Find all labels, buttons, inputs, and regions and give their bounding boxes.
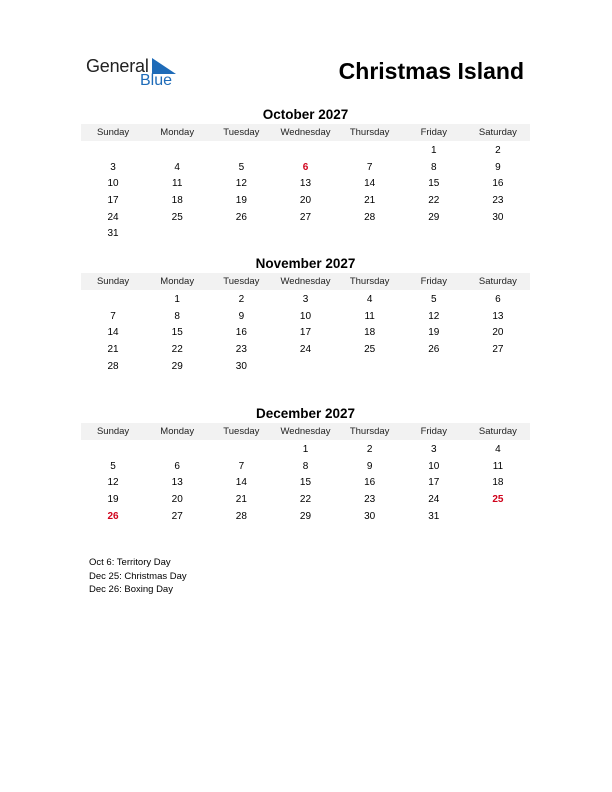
- day-cell: 27: [171, 510, 183, 522]
- day-cell: 4: [174, 161, 180, 173]
- day-cell: 21: [107, 344, 119, 356]
- day-cell: 1: [430, 145, 437, 156]
- month-title: November 2027: [255, 256, 356, 271]
- day-cell: 23: [364, 494, 376, 506]
- day-cell: 9: [495, 161, 501, 173]
- day-cell: 8: [302, 460, 309, 472]
- day-cell: 11: [364, 310, 375, 322]
- empty-day-cell: [81, 143, 145, 160]
- weekday-label: Monday: [160, 276, 195, 287]
- day-cell: 15: [299, 477, 312, 489]
- holiday-note: Oct 6: Territory Day: [89, 557, 171, 568]
- day-cell: 12: [428, 310, 440, 322]
- weekday-label: Thursday: [349, 426, 390, 437]
- day-cell: 22: [428, 195, 440, 207]
- day-cell: 1: [174, 294, 180, 305]
- weekday-label: Wednesday: [280, 127, 331, 138]
- holiday-note: Dec 26: Boxing Day: [89, 584, 173, 595]
- day-cell: 28: [364, 211, 376, 223]
- page-header: [0, 0, 612, 100]
- weekday-label: Sunday: [96, 276, 130, 287]
- empty-day-cell: [81, 292, 145, 309]
- day-cell: 6: [174, 460, 180, 472]
- day-cell: 9: [238, 310, 245, 322]
- day-cell: 12: [107, 477, 119, 489]
- holiday-day-cell: 25: [492, 494, 504, 506]
- day-cell: 29: [428, 211, 440, 223]
- day-cell: 8: [174, 310, 180, 322]
- weekday-label: Wednesday: [280, 426, 331, 437]
- day-cell: 22: [171, 344, 183, 356]
- weekday-label: Friday: [420, 127, 447, 138]
- day-cell: 13: [299, 178, 312, 190]
- country-title: Christmas Island: [338, 58, 524, 84]
- day-cell: 24: [299, 344, 312, 356]
- day-cell: 14: [107, 327, 119, 339]
- day-cell: 21: [235, 494, 247, 506]
- day-cell: 24: [107, 211, 119, 223]
- day-cell: 17: [107, 195, 119, 207]
- day-cell: 25: [364, 344, 376, 356]
- weekday-header-row: [81, 423, 530, 440]
- generalblue-logo: [86, 56, 186, 92]
- day-cell: 7: [110, 310, 116, 322]
- day-cell: 20: [492, 327, 504, 339]
- day-cell: 19: [428, 327, 440, 339]
- day-cell: 26: [235, 211, 247, 223]
- day-cell: 5: [430, 294, 437, 305]
- day-cell: 3: [302, 294, 309, 305]
- logo-general-text: General: [86, 56, 149, 76]
- weekday-label: Tuesday: [223, 127, 260, 138]
- weekday-label: Saturday: [478, 127, 517, 138]
- day-cell: 5: [110, 460, 116, 472]
- day-cell: 13: [171, 477, 183, 489]
- holiday-notes: [89, 556, 187, 597]
- day-cell: 30: [235, 360, 247, 372]
- day-cell: 1: [302, 444, 309, 455]
- month-december: [81, 405, 530, 525]
- day-cell: 20: [299, 195, 312, 207]
- day-cell: 12: [235, 178, 247, 190]
- day-cell: 17: [299, 327, 312, 339]
- holiday-note: Dec 25: Christmas Day: [89, 570, 187, 582]
- weekday-header-row: [81, 273, 530, 290]
- day-cell: 17: [428, 477, 440, 489]
- day-cell: 18: [364, 327, 376, 339]
- day-cell: 14: [235, 477, 247, 489]
- day-cell: 10: [107, 178, 119, 190]
- weekday-header-row: [81, 124, 530, 141]
- day-cell: 2: [495, 145, 501, 156]
- weekday-label: Wednesday: [280, 276, 331, 287]
- day-cell: 2: [366, 444, 373, 455]
- day-cell: 31: [428, 510, 440, 522]
- day-cell: 28: [235, 510, 247, 522]
- day-cell: 11: [172, 178, 183, 190]
- day-cell: 7: [366, 161, 373, 173]
- day-cell: 18: [171, 195, 183, 207]
- weekday-label: Sunday: [96, 127, 130, 138]
- day-cell: 5: [238, 161, 245, 173]
- empty-day-cell: [273, 143, 337, 160]
- day-cell: 14: [364, 178, 376, 190]
- empty-day-cell: [338, 143, 402, 160]
- day-cell: 2: [238, 294, 245, 305]
- day-cell: 26: [428, 344, 440, 356]
- day-cell: 24: [428, 494, 440, 506]
- empty-day-cell: [145, 442, 209, 459]
- day-cell: 3: [110, 161, 116, 173]
- month-title: December 2027: [255, 406, 356, 421]
- day-cell: 7: [238, 460, 245, 472]
- empty-day-cell: [81, 442, 145, 459]
- day-cell: 19: [235, 195, 247, 207]
- day-cell: 10: [299, 310, 312, 322]
- month-october: [81, 106, 530, 243]
- day-cell: 10: [428, 460, 440, 472]
- empty-day-cell: [209, 143, 273, 160]
- day-cell: 31: [107, 228, 119, 240]
- weekday-label: Tuesday: [223, 276, 260, 287]
- day-cell: 18: [492, 477, 504, 489]
- day-cell: 16: [364, 477, 376, 489]
- day-cell: 16: [492, 178, 504, 190]
- weekday-label: Thursday: [349, 276, 390, 287]
- day-cell: 16: [235, 327, 247, 339]
- day-cell: 9: [366, 460, 373, 472]
- weekday-label: Thursday: [349, 127, 390, 138]
- day-grid: [81, 292, 530, 375]
- day-cell: 25: [171, 211, 183, 223]
- weekday-label: Saturday: [478, 426, 517, 437]
- day-cell: 20: [171, 494, 183, 506]
- day-cell: 27: [299, 211, 312, 223]
- day-grid: [81, 442, 530, 525]
- day-cell: 15: [171, 327, 183, 339]
- day-cell: 15: [428, 178, 440, 190]
- day-cell: 11: [492, 460, 504, 472]
- day-cell: 23: [492, 195, 504, 207]
- day-cell: 30: [364, 510, 376, 522]
- day-cell: 8: [430, 161, 437, 173]
- month-november: [81, 255, 530, 375]
- day-cell: 19: [107, 494, 119, 506]
- day-cell: 23: [235, 344, 247, 356]
- day-cell: 4: [495, 444, 501, 455]
- weekday-label: Tuesday: [223, 426, 260, 437]
- month-title: October 2027: [262, 107, 349, 122]
- empty-day-cell: [145, 143, 209, 160]
- weekday-label: Sunday: [96, 426, 130, 437]
- weekday-label: Monday: [160, 426, 195, 437]
- day-cell: 21: [364, 195, 376, 207]
- weekday-label: Friday: [420, 276, 447, 287]
- day-cell: 27: [492, 344, 504, 356]
- day-cell: 30: [492, 211, 504, 223]
- day-cell: 3: [430, 444, 437, 455]
- day-cell: 22: [299, 494, 312, 506]
- day-cell: 28: [107, 360, 119, 372]
- weekday-label: Monday: [160, 127, 195, 138]
- day-cell: 29: [299, 510, 312, 522]
- logo-blue-text: Blue: [140, 72, 173, 89]
- weekday-label: Friday: [420, 426, 447, 437]
- day-cell: 4: [366, 294, 373, 305]
- day-cell: 13: [492, 310, 504, 322]
- empty-day-cell: [209, 442, 273, 459]
- day-cell: 29: [171, 360, 183, 372]
- weekday-label: Saturday: [478, 276, 517, 287]
- holiday-day-cell: 6: [302, 161, 309, 173]
- day-grid: [81, 143, 530, 243]
- holiday-day-cell: 26: [107, 510, 119, 522]
- day-cell: 6: [495, 294, 501, 305]
